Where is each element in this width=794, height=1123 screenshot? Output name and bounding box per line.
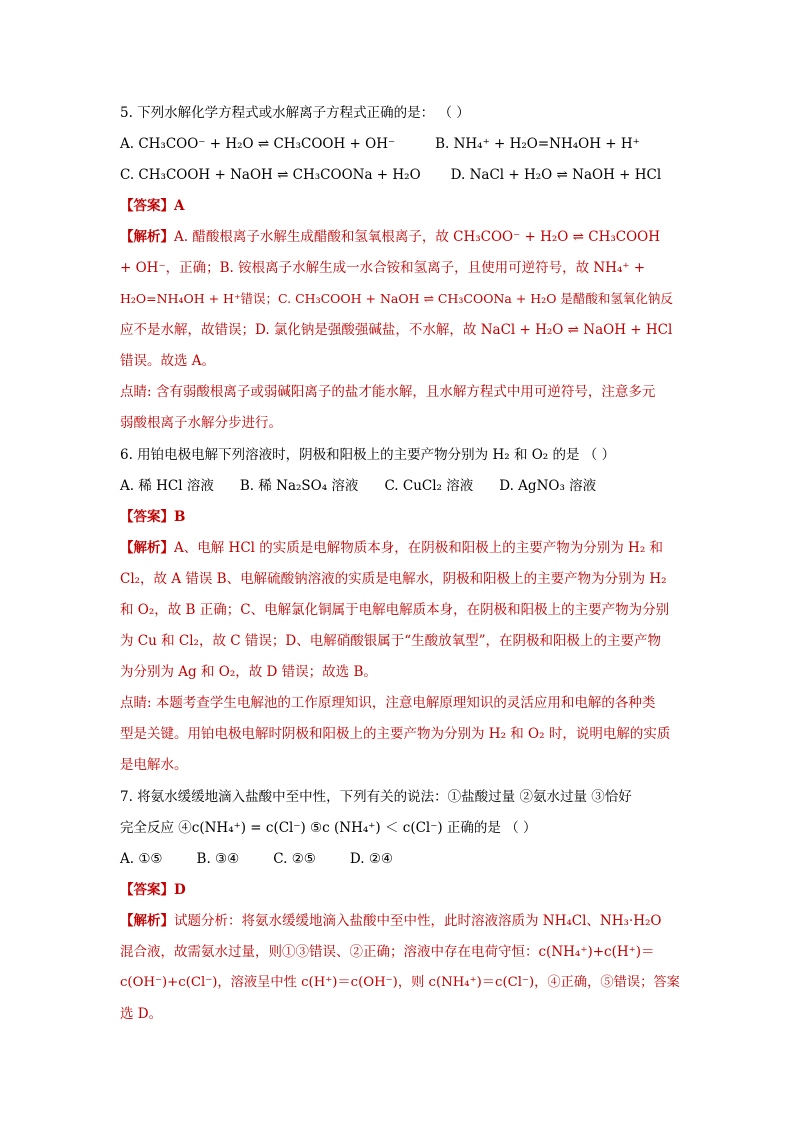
q5-option-a: A. CH₃COO⁻ + H₂O ⇌ CH₃COOH + OH⁻ [120, 136, 396, 152]
q5-analysis-line-5: 错误。故选 A。 [120, 353, 216, 369]
q6-analysis-line-3: 和 O₂，故 B 正确；C、电解氯化铜属于电解电解质本身，在阴极和阳极上的主要产物为分别 [120, 602, 670, 618]
q6-analysis-text-1: A、电解 HCl 的实质是电解物质本身，在阴极和阳极上的主要产物为分别为 H₂ 和 [174, 540, 664, 556]
q7-analysis-line-3: c(OH⁻)+c(Cl⁻)，溶液呈中性 c(H⁺)＝c(OH⁻)，则 c(NH₄⁺)＝c(Cl⁻)，④正确，⑤错误；答案 [120, 975, 680, 990]
q7-stem-line-1: 7. 将氨水缓缓地滴入盐酸中至中性，下列有关的说法：①盐酸过量 ②氨水过量 ③恰好 [120, 789, 632, 805]
q7-analysis-line-2: 混合液，故需氨水过量，则①③错误、②正确；溶液中存在电荷守恒：c(NH₄⁺)+c(H⁺)＝ [120, 944, 655, 960]
q5-analysis-line-3: H₂O=NH₄OH + H⁺错误；C. CH₃COOH + NaOH ⇌ CH₃COONa + H₂O 是醋酸和氢氧化钠反 [120, 291, 673, 306]
q5-note-line-1: 点睛: 含有弱酸根离子或弱碱阳离子的盐才能水解，且水解方程式中用可逆符号，注意多元 [120, 384, 656, 400]
q6-answer: 【答案】B [120, 509, 186, 525]
q6-analysis-line-1 [120, 539, 680, 557]
q5-analysis-line-1 [120, 228, 680, 246]
q7-analysis-line-4: 选 D。 [120, 1006, 163, 1022]
q5-analysis-text-1: A. 醋酸根离子水解生成醋酸和氢氧根离子，故 CH₃COO⁻ + H₂O ⇌ CH₃COOH [174, 229, 661, 245]
q5-analysis-tag: 【解析】 [120, 229, 174, 245]
q5-option-c: C. CH₃COOH + NaOH ⇌ CH₃COONa + H₂O [120, 167, 421, 183]
q7-analysis-line-1 [120, 912, 680, 930]
q6-note-line-3: 是电解水。 [120, 757, 188, 773]
q5-analysis-line-4: 应不是水解，故错误；D. 氯化钠是强酸强碱盐，不水解，故 NaCl + H₂O ⇌ NaOH + HCl [120, 322, 673, 338]
q7-stem-line-2: 完全反应 ④c(NH₄⁺) = c(Cl⁻) ⑤c (NH₄⁺) ＜ c(Cl⁻) 正确的是 （ ） [120, 820, 537, 836]
q6-analysis-line-5: 为分别为 Ag 和 O₂，故 D 错误；故选 B。 [120, 664, 377, 680]
q6-option-b: B. 稀 Na₂SO₄ 溶液 [239, 478, 359, 494]
q6-options [120, 477, 680, 495]
q5-options-row-2 [120, 166, 680, 184]
q7-analysis-tag: 【解析】 [120, 913, 174, 929]
q7-option-a: A. ①⑤ [120, 851, 163, 867]
q5-analysis-line-2: + OH⁻，正确；B. 铵根离子水解生成一水合铵和氢离子，且使用可逆符号，故 NH₄⁺ + [120, 260, 646, 276]
q7-option-c: C. ②⑤ [273, 851, 316, 867]
q5-option-d: D. NaCl + H₂O ⇌ NaOH + HCl [450, 167, 662, 183]
q6-option-a: A. 稀 HCl 溶液 [120, 478, 214, 494]
q5-options-row-1 [120, 135, 680, 153]
q6-stem: 6. 用铂电极电解下列溶液时，阴极和阳极上的主要产物分别为 H₂ 和 O₂ 的是 （ ） [120, 447, 616, 463]
q6-analysis-line-4: 为 Cu 和 Cl₂，故 C 错误；D、电解硝酸银属于“生酸放氧型”，在阴极和阳极上的主要产物 [120, 633, 661, 649]
q5-option-b: B. NH₄⁺ + H₂O=NH₄OH + H⁺ [435, 136, 640, 152]
q7-option-b: B. ③④ [196, 851, 240, 867]
q6-note-line-2: 型是关键。用铂电极电解时阴极和阳极上的主要产物为分别为 H₂ 和 O₂ 时，说明电解的实质 [120, 726, 671, 742]
q7-answer: 【答案】D [120, 882, 186, 898]
q5-answer: 【答案】A [120, 198, 185, 214]
q6-analysis-line-2: Cl₂，故 A 错误 B、电解硫酸钠溶液的实质是电解水，阴极和阳极上的主要产物为分别为 H₂ [120, 571, 667, 587]
q7-analysis-text-1: 试题分析：将氨水缓缓地滴入盐酸中至中性，此时溶液溶质为 NH₄Cl、NH₃·H₂O [174, 913, 662, 929]
q5-note-line-2: 弱酸根离子水解分步进行。 [120, 415, 282, 431]
q6-note-line-1: 点睛: 本题考查学生电解池的工作原理知识，注意电解原理知识的灵活应用和电解的各种类 [120, 695, 656, 711]
q6-option-c: C. CuCl₂ 溶液 [384, 478, 474, 494]
q6-analysis-tag: 【解析】 [120, 540, 174, 556]
q7-option-d: D. ②④ [349, 851, 394, 867]
q7-options [120, 850, 680, 868]
q6-option-d: D. AgNO₃ 溶液 [499, 478, 597, 494]
q5-stem: 5. 下列水解化学方程式或水解离子方程式正确的是： （ ） [120, 105, 470, 121]
